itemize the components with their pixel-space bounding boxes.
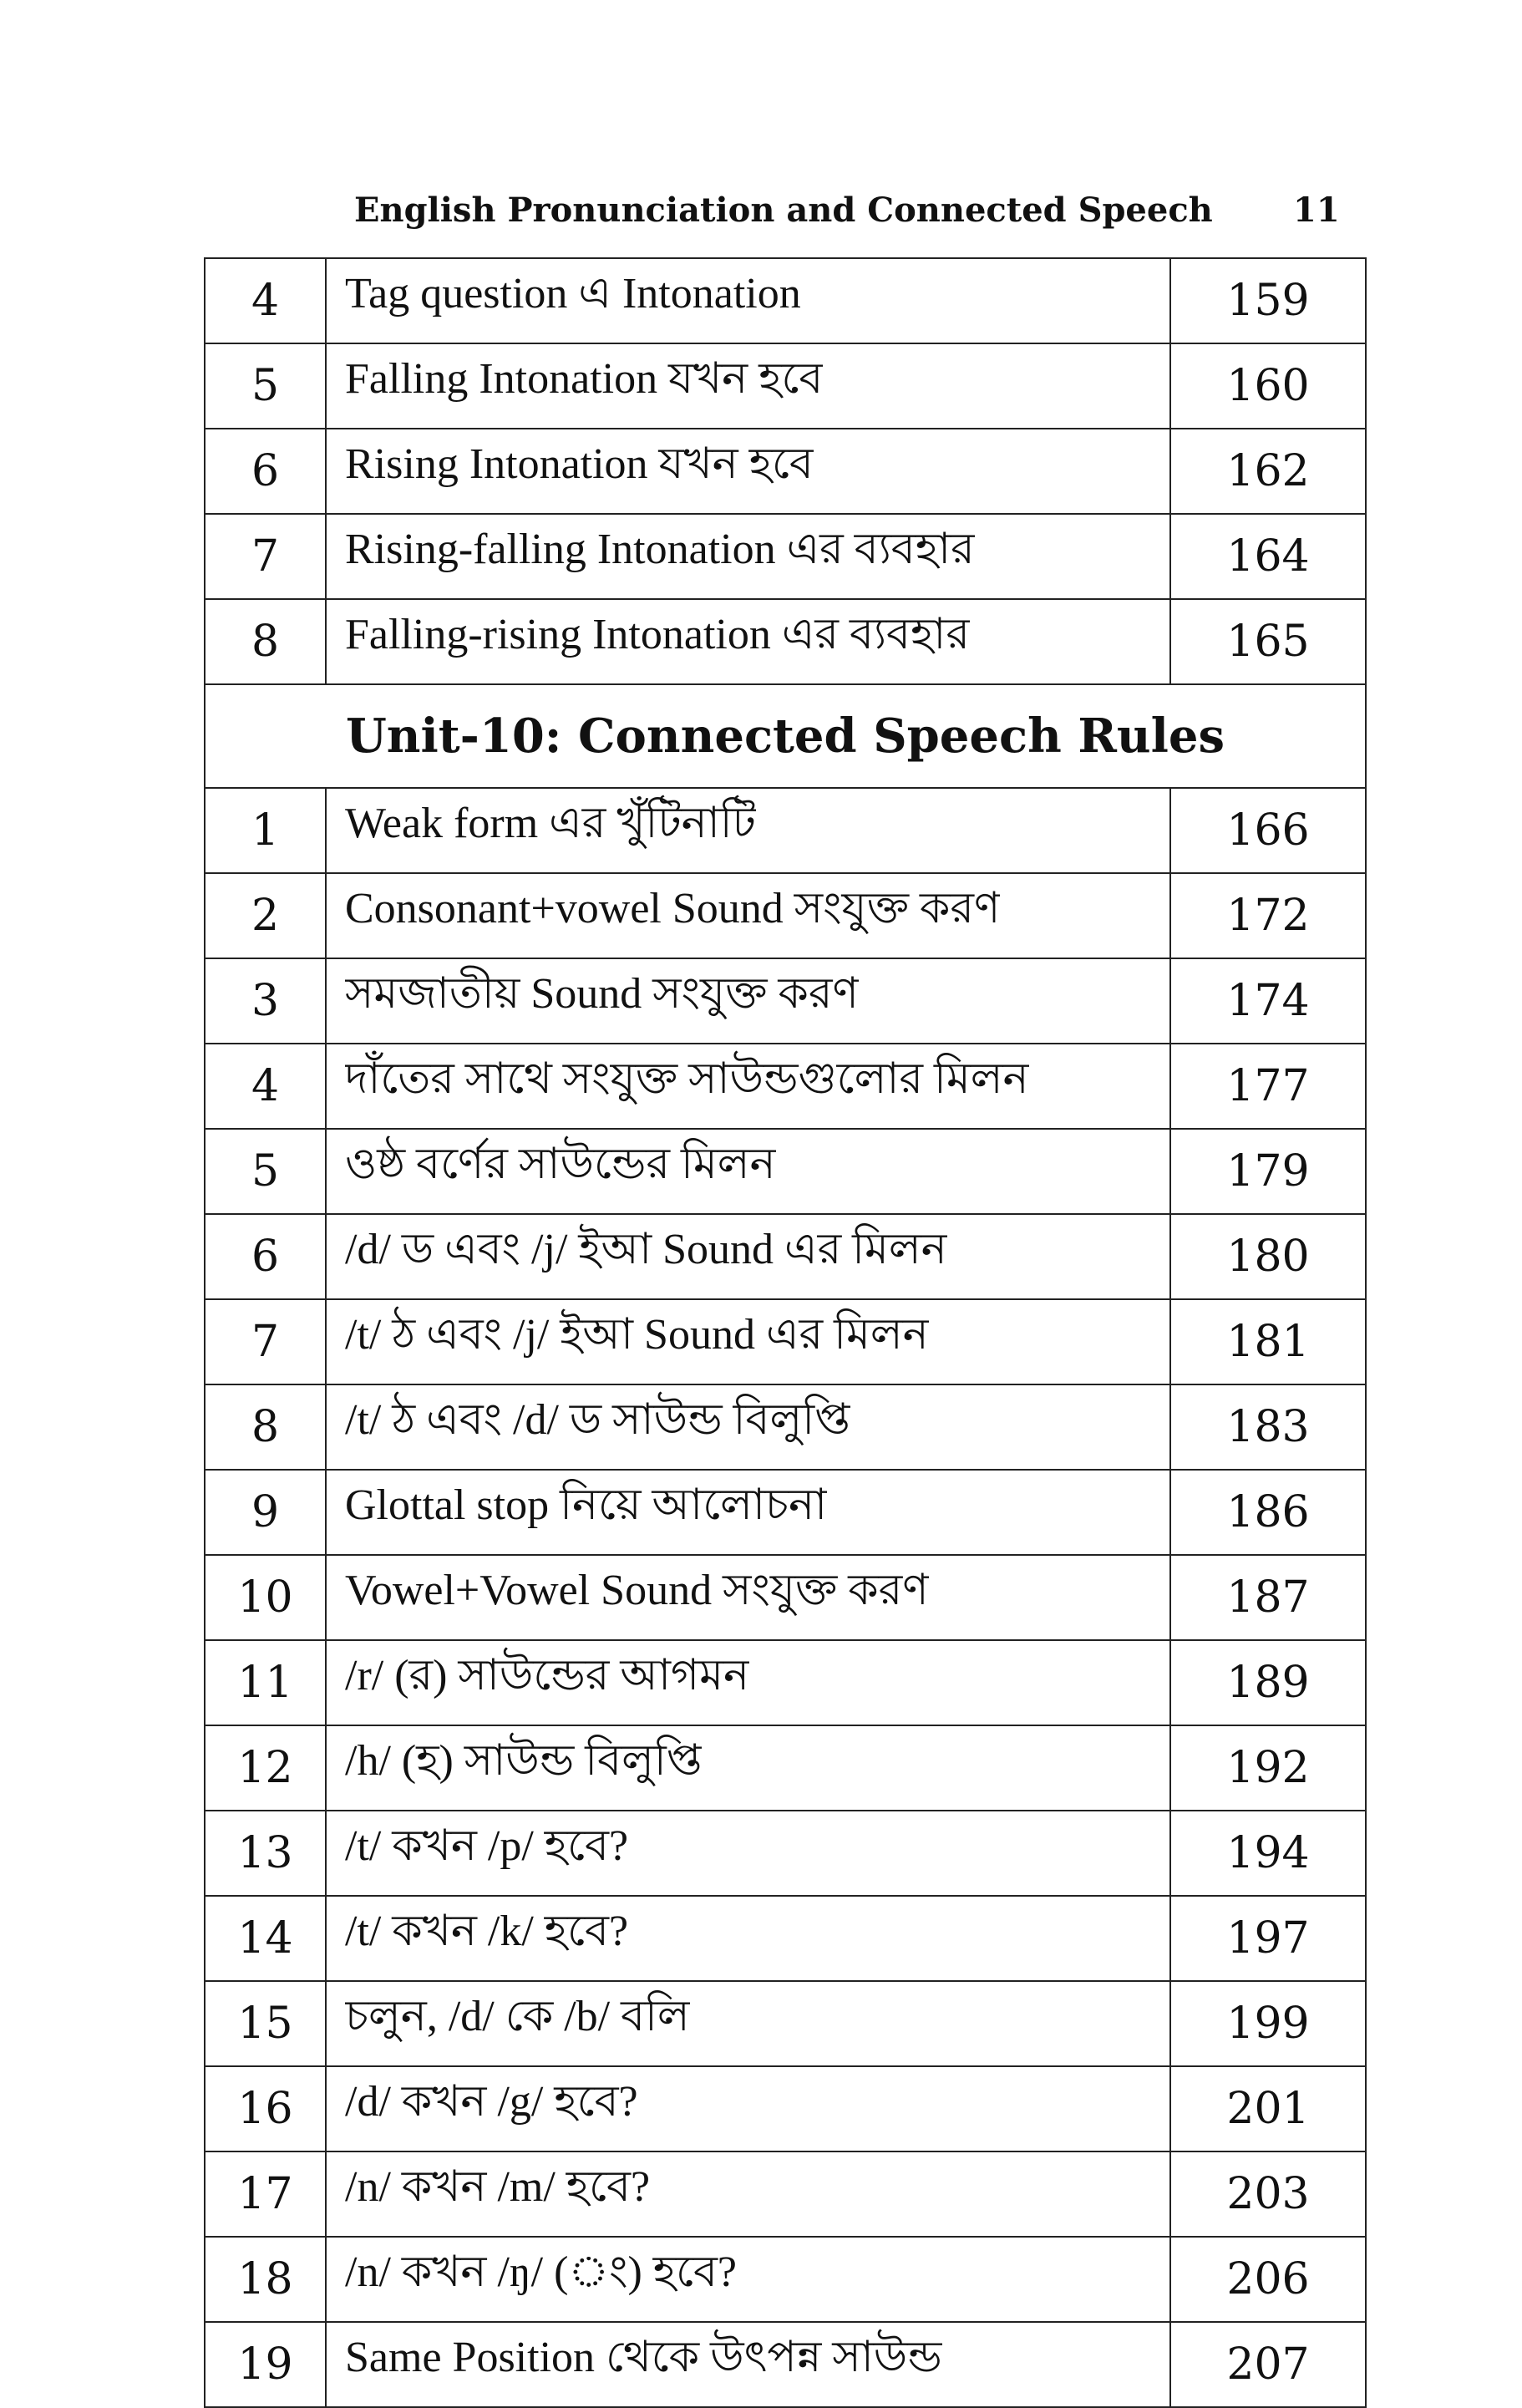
entry-topic: Rising-falling Intonation এর ব্যবহার (345, 526, 975, 573)
entry-page: 180 (1170, 1214, 1366, 1299)
table-row (205, 599, 1366, 684)
entry-page: 203 (1170, 2151, 1366, 2237)
entry-page: 199 (1170, 1981, 1366, 2066)
entry-topic: /t/ কখন /p/ হবে? (345, 1822, 629, 1870)
entry-topic: দাঁতের সাথে সংযুক্ত সাউন্ডগুলোর মিলন (345, 1055, 1029, 1103)
entry-topic: /n/ কখন /ŋ/ (ং) হবে? (345, 2248, 738, 2296)
entry-topic-cell (326, 1384, 1170, 1470)
table-row (205, 514, 1366, 599)
entry-number: 10 (205, 1555, 326, 1640)
entry-topic: /t/ ঠ এবং /d/ ড সাউন্ড বিলুপ্তি (345, 1396, 850, 1444)
entry-number: 2 (205, 873, 326, 958)
entry-number: 7 (205, 1299, 326, 1384)
entry-page: 179 (1170, 1129, 1366, 1214)
entry-topic-cell (326, 788, 1170, 873)
table-row (205, 958, 1366, 1044)
entry-topic: Glottal stop নিয়ে আলোচনা (345, 1481, 828, 1529)
entry-number: 6 (205, 1214, 326, 1299)
entry-number: 13 (205, 1811, 326, 1896)
table-row (205, 1555, 1366, 1640)
entry-topic-cell (326, 599, 1170, 684)
table-row (205, 1044, 1366, 1129)
entry-topic: Vowel+Vowel Sound সংযুক্ত করণ (345, 1567, 929, 1614)
entry-number: 15 (205, 1981, 326, 2066)
entry-topic-cell (326, 1470, 1170, 1555)
entry-topic-cell (326, 258, 1170, 343)
entry-topic-cell (326, 2151, 1170, 2237)
page-header (0, 185, 1522, 236)
entry-page: 189 (1170, 1640, 1366, 1725)
table-row (205, 1981, 1366, 2066)
entry-topic: Consonant+vowel Sound সংযুক্ত করণ (345, 885, 1001, 932)
entry-number: 19 (205, 2322, 326, 2407)
entry-page: 206 (1170, 2237, 1366, 2322)
entry-page: 186 (1170, 1470, 1366, 1555)
entry-topic-cell (326, 1044, 1170, 1129)
entry-topic-cell (326, 1640, 1170, 1725)
entry-number: 5 (205, 1129, 326, 1214)
entry-number: 8 (205, 599, 326, 684)
entry-topic: Rising Intonation যখন হবে (345, 440, 814, 488)
entry-topic-cell (326, 1129, 1170, 1214)
table-row (205, 1896, 1366, 1981)
table-of-contents (204, 257, 1367, 2408)
entry-number: 7 (205, 514, 326, 599)
unit-heading-row (205, 684, 1366, 788)
entry-page: 166 (1170, 788, 1366, 873)
table-row (205, 1214, 1366, 1299)
entry-number: 14 (205, 1896, 326, 1981)
entry-topic-cell (326, 2322, 1170, 2407)
entry-page: 197 (1170, 1896, 1366, 1981)
entry-number: 17 (205, 2151, 326, 2237)
entry-page: 183 (1170, 1384, 1366, 1470)
table-row (205, 1299, 1366, 1384)
entry-page: 159 (1170, 258, 1366, 343)
entry-topic: চলুন, /d/ কে /b/ বলি (345, 1993, 690, 2040)
entry-topic-cell (326, 2237, 1170, 2322)
entry-topic-cell (326, 2066, 1170, 2151)
entry-page: 187 (1170, 1555, 1366, 1640)
entry-number: 16 (205, 2066, 326, 2151)
toc-body (205, 258, 1366, 2407)
entry-topic: Weak form এর খুঁটিনাটি (345, 800, 757, 847)
entry-topic-cell (326, 958, 1170, 1044)
entry-topic: Falling-rising Intonation এর ব্যবহার (345, 611, 970, 658)
entry-number: 11 (205, 1640, 326, 1725)
table-row (205, 1384, 1366, 1470)
entry-page: 177 (1170, 1044, 1366, 1129)
table-row (205, 429, 1366, 514)
entry-topic-cell (326, 343, 1170, 429)
entry-page: 172 (1170, 873, 1366, 958)
entry-topic: /d/ কখন /g/ হবে? (345, 2078, 638, 2126)
entry-number: 9 (205, 1470, 326, 1555)
entry-topic: /n/ কখন /m/ হবে? (345, 2163, 651, 2211)
table-row (205, 2322, 1366, 2407)
entry-topic: /t/ কখন /k/ হবে? (345, 1908, 629, 1955)
entry-page: 162 (1170, 429, 1366, 514)
entry-topic: ওষ্ঠ বর্ণের সাউন্ডের মিলন (345, 1140, 776, 1188)
entry-page: 160 (1170, 343, 1366, 429)
entry-topic-cell (326, 1214, 1170, 1299)
table-row (205, 2151, 1366, 2237)
unit-heading: Unit-10: Connected Speech Rules (205, 684, 1366, 788)
entry-topic: /h/ (হ) সাউন্ড বিলুপ্তি (345, 1737, 703, 1785)
entry-topic: /d/ ড এবং /j/ ইআ Sound এর মিলন (345, 1226, 947, 1273)
entry-number: 1 (205, 788, 326, 873)
entry-number: 18 (205, 2237, 326, 2322)
table-row (205, 1640, 1366, 1725)
entry-number: 4 (205, 258, 326, 343)
entry-page: 192 (1170, 1725, 1366, 1811)
entry-topic-cell (326, 429, 1170, 514)
entry-page: 207 (1170, 2322, 1366, 2407)
table-row (205, 873, 1366, 958)
entry-topic: সমজাতীয় Sound সংযুক্ত করণ (345, 970, 859, 1018)
table-row (205, 1129, 1366, 1214)
entry-number: 4 (205, 1044, 326, 1129)
table-row (205, 258, 1366, 343)
entry-number: 5 (205, 343, 326, 429)
entry-page: 165 (1170, 599, 1366, 684)
entry-topic-cell (326, 1555, 1170, 1640)
table-row (205, 788, 1366, 873)
entry-page: 201 (1170, 2066, 1366, 2151)
entry-topic-cell (326, 1896, 1170, 1981)
running-header-title: English Pronunciation and Connected Speech (354, 191, 1213, 230)
entry-topic: /r/ (র) সাউন্ডের আগমন (345, 1652, 750, 1699)
table-row (205, 1725, 1366, 1811)
entry-page: 164 (1170, 514, 1366, 599)
entry-topic-cell (326, 1811, 1170, 1896)
entry-topic: Falling Intonation যখন হবে (345, 355, 824, 403)
entry-number: 6 (205, 429, 326, 514)
entry-number: 12 (205, 1725, 326, 1811)
entry-topic-cell (326, 1725, 1170, 1811)
page-number: 11 (1293, 191, 1340, 230)
entry-page: 174 (1170, 958, 1366, 1044)
table-row (205, 1811, 1366, 1896)
entry-topic: Tag question এ Intonation (345, 270, 801, 318)
entry-topic-cell (326, 1299, 1170, 1384)
entry-number: 3 (205, 958, 326, 1044)
table-row (205, 2237, 1366, 2322)
entry-topic: /t/ ঠ এবং /j/ ইআ Sound এর মিলন (345, 1311, 929, 1359)
entry-page: 181 (1170, 1299, 1366, 1384)
entry-topic: Same Position থেকে উৎপন্ন সাউন্ড (345, 2334, 942, 2381)
entry-page: 194 (1170, 1811, 1366, 1896)
entry-topic-cell (326, 873, 1170, 958)
table-row (205, 1470, 1366, 1555)
table-row (205, 343, 1366, 429)
table-row (205, 2066, 1366, 2151)
entry-topic-cell (326, 514, 1170, 599)
entry-topic-cell (326, 1981, 1170, 2066)
entry-number: 8 (205, 1384, 326, 1470)
